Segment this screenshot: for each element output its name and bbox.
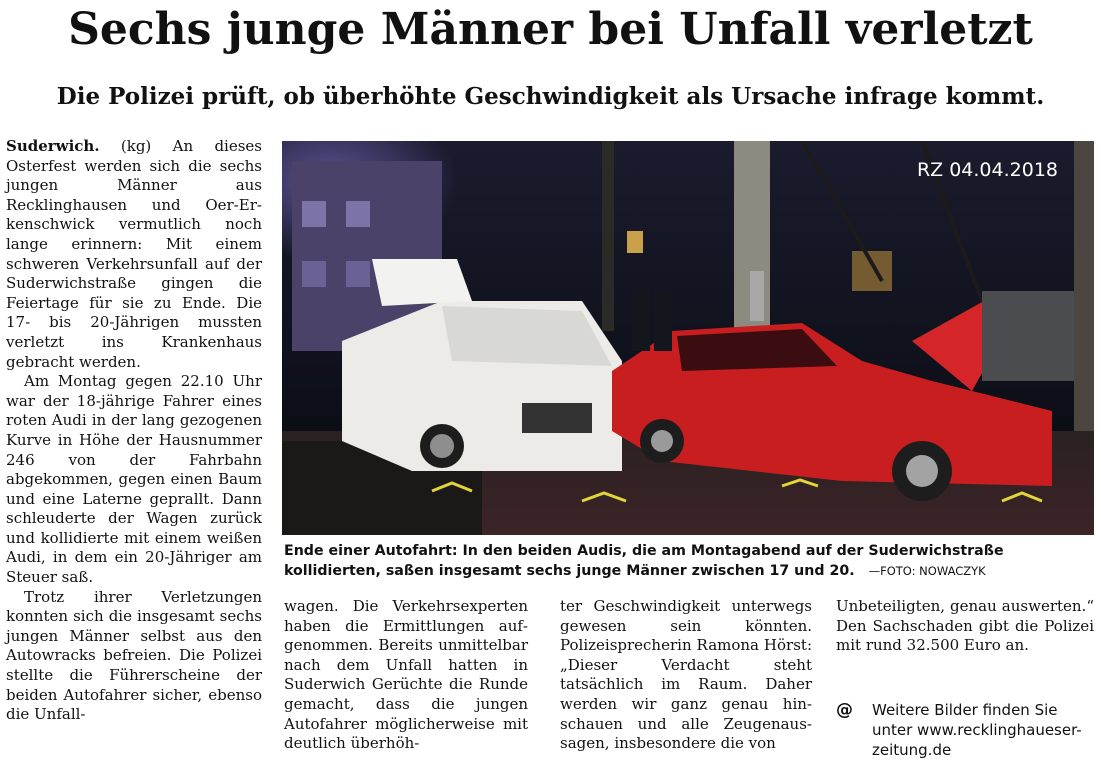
article-column-1 bbox=[6, 137, 262, 725]
photo-caption bbox=[284, 541, 1094, 581]
column-2-text: wagen. Die Verkehrsexperten haben die Ermittlungen aufgenommen. Bereits unmittelbar nach dem Unfall hatten in Suderwich Gerüchte die Runde gemacht, dass die jungen Autofahrer möglicherweise mit deutlich überhöh- bbox=[284, 597, 528, 753]
more-photos-text: Weitere Bilder finden Sie unter www.recklinghaueser-zeitung.de bbox=[872, 701, 1082, 759]
caption-text: Ende einer Autofahrt: In den beiden Audis, die am Montagabend auf der Suderwichstraße kollidierten, saßen insgesamt sechs junge Männer zwischen 17 und 20. bbox=[284, 543, 1004, 579]
column-4-text: Unbeteiligten, genau auswerten.“ Den Sachschaden gibt die Polizei mit rund 32.500 Euro an. bbox=[836, 597, 1094, 655]
subheadline: Die Polizei prüft, ob überhöhte Geschwindigkeit als Ursache infrage kommt. bbox=[56, 83, 1045, 110]
article-column-4 bbox=[836, 597, 1094, 656]
headline: Sechs junge Männer bei Unfall verletzt bbox=[68, 4, 1033, 55]
accident-photo-illustration bbox=[282, 141, 1094, 535]
paragraph-1-text: (kg) An dieses Osterfest werden sich die sechs jungen Männer aus Recklinghausen und Oer-Erkenschwick vermutlich noch lange erinnern: Mit einem schweren Verkehrsunfall auf der Suderwichstraße gingen die Feiertage für sie zu Ende. Die 17- bis 20-Jährigen mussten verletzt ins Krankenhaus gebracht werden. bbox=[6, 137, 262, 371]
paragraph-3: Trotz ihrer Verletzungen konnten sich die insgesamt sechs jungen Männer selbst aus den Autowracks befreien. Die Polizei stellte die Führerscheine der beiden Autofahrer sicher, ebenso die Unfall- bbox=[6, 587, 262, 724]
photo-date-stamp: RZ 04.04.2018 bbox=[916, 159, 1058, 181]
paragraph-1 bbox=[6, 137, 262, 372]
accident-photo bbox=[282, 141, 1094, 535]
article-column-2 bbox=[284, 597, 528, 754]
more-photos-note bbox=[836, 700, 1096, 760]
column-3-text: ter Geschwindigkeit unterwegs gewesen sein könnten. Polizeisprecherin Ramona Hörst: „Dieser Verdacht steht tatsächlich im Raum. Daher werden wir ganz genau hinschauen und alle Zeugenaussagen, insbesondere die von bbox=[560, 597, 812, 753]
photo-credit: —FOTO: NOWACZYK bbox=[868, 564, 986, 578]
at-icon: @ bbox=[836, 700, 853, 720]
dateline: Suderwich. bbox=[6, 137, 100, 155]
article-column-3 bbox=[560, 597, 812, 754]
paragraph-2: Am Montag gegen 22.10 Uhr war der 18-jährige Fahrer eines roten Audi in der lang gezogenen Kurve in Höhe der Hausnummer 246 von der Fahrbahn abgekommen, gegen einen Baum und eine Laterne geprallt. Dann schleuderte der Wagen zurück und kollidierte mit einem weißen Audi, in dem ein 20-Jähriger am Steuer saß. bbox=[6, 372, 262, 587]
